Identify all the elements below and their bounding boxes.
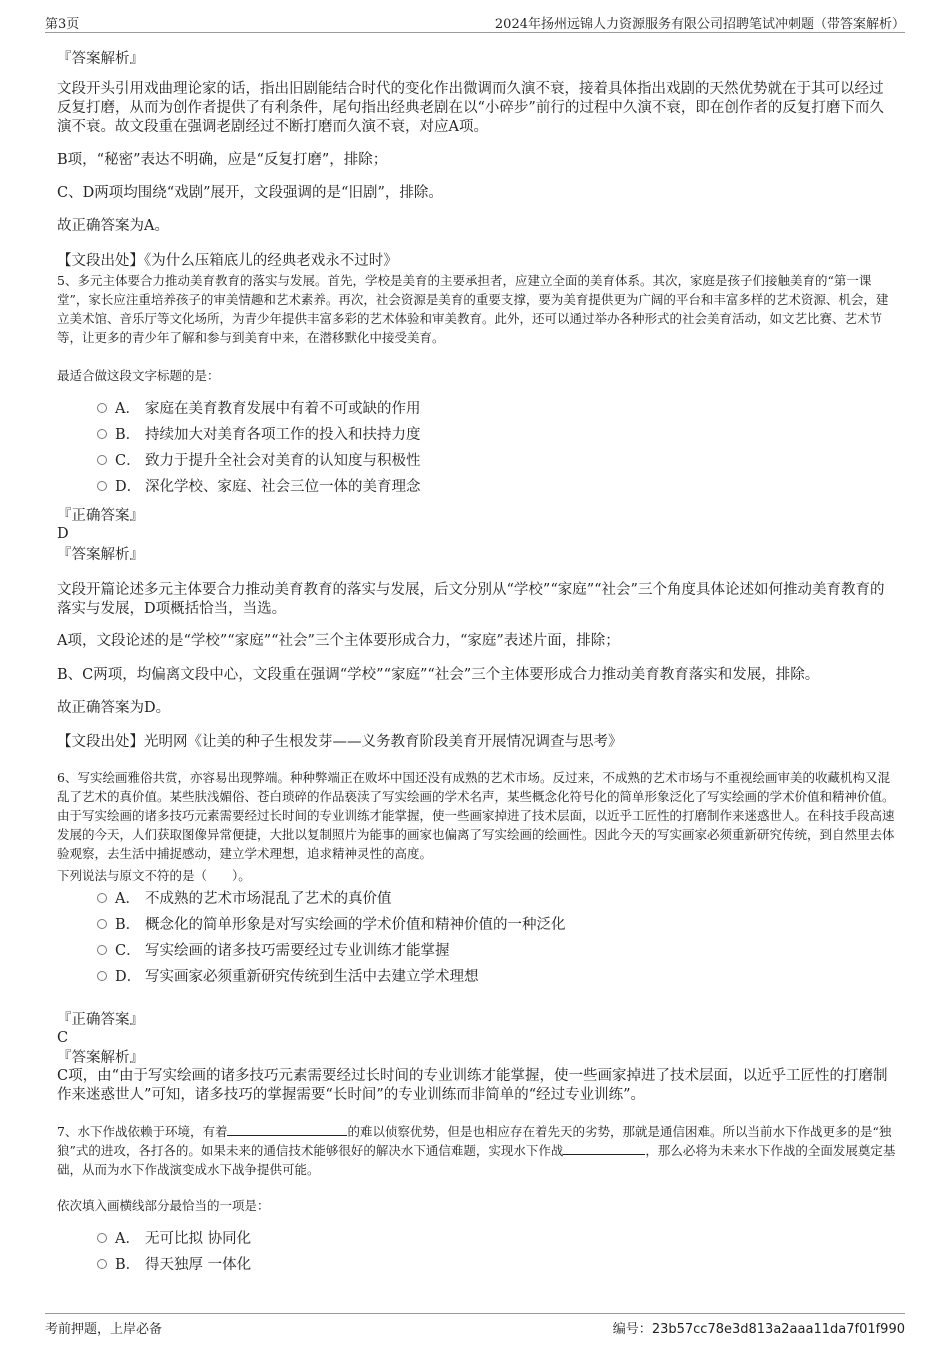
q6-question: 下列说法与原文不符的是（ ）。: [57, 868, 251, 883]
q5-option-d[interactable]: D． 深化学校、家庭、社会三位一体的美育理念: [97, 476, 877, 498]
q6-stem: 6、写实绘画雅俗共赏，亦容易出现弊端。种种弊端正在败坏中国还没有成熟的艺术市场。反过来，不成熟的艺术市场与不重视绘画审美的收藏机构又混乱了艺术的真价值。某些肤浅媚俗、苍白琐碎的作品亵渎了写实绘画的学术名声，某些概念化符号化的简单形象泛化了写实绘画的学术价值和精神价值。由于写实绘画的诸多技巧元素需要经过长时间的专业训练才能掌握，使一些画家掉进了技术层面，以近乎工匠性的打磨制作来迷惑世人。在科技手段高速发展的今天，人们获取图像异常便捷，大批以复制照片为能事的画家也偏离了写实绘画的绘画性。因此今天的写实画家必须重新研究传统，到自然里去体验观察，去生活中捕捉感动，建立学术理想，追求精神灵性的高度。: [57, 770, 895, 861]
q4-analysis-p1: 文段开头引用戏曲理论家的话，指出旧剧能结合时代的变化作出微调而久演不衰，接着具体指出戏剧的天然优势就在于其可以经过反复打磨，从而为创作者提供了有利条件，尾句指出经典老剧在以“小碎步”前行的过程中久演不衰，即在创作者的反复打磨下而久演不衰。故文段重在强调老剧经过不断打磨而久演不衰，对应A项。: [57, 81, 884, 135]
q4-analysis-label: 『答案解析』: [57, 51, 144, 67]
q6-option-d[interactable]: D． 写实画家必须重新研究传统到生活中去建立学术理想: [97, 966, 877, 988]
fill-blank-1[interactable]: [227, 1122, 347, 1136]
q6-analysis-label: 『答案解析』: [57, 1050, 144, 1066]
q5-question: 最适合做这段文字标题的是：: [57, 368, 220, 383]
footer-slogan: 考前押题，上岸必备: [45, 1322, 163, 1337]
q7-question: 依次填入画横线部分最恰当的一项是：: [57, 1198, 270, 1213]
q4-source: 【文段出处】《为什么压箱底儿的经典老戏永不过时》: [57, 253, 398, 269]
radio-icon[interactable]: [97, 1259, 107, 1269]
q6-analysis-p1: C项，由“由于写实绘画的诸多技巧元素需要经过长时间的专业训练才能掌握，使一些画家掉进了技术层面，以近乎工匠性的打磨制作来迷惑世人”可知，诸多技巧的掌握需要“长时间”的专业训练而非简单的“经过专业训练”。: [57, 1068, 888, 1103]
q5-analysis-p2: A项，文段论述的是“学校”“家庭”“社会”三个主体要形成合力，“家庭”表述片面，排除；: [57, 633, 620, 649]
radio-icon[interactable]: [97, 1233, 107, 1243]
page-number: 第3页: [45, 17, 80, 32]
radio-icon[interactable]: [97, 893, 107, 903]
q6-answer-label: 『正确答案』: [57, 1012, 144, 1028]
q6-option-b[interactable]: B． 概念化的简单形象是对写实绘画的学术价值和精神价值的一种泛化: [97, 914, 877, 936]
q6-answer: C: [57, 1030, 69, 1046]
q5-option-a[interactable]: A． 家庭在美育教育发展中有着不可或缺的作用: [97, 398, 877, 420]
radio-icon[interactable]: [97, 455, 107, 465]
q5-option-b[interactable]: B． 持续加大对美育各项工作的投入和扶持力度: [97, 424, 877, 446]
radio-icon[interactable]: [97, 403, 107, 413]
q5-stem: 5、多元主体要合力推动美育教育的落实与发展。首先，学校是美育的主要承担者，应建立全面的美育体系。其次，家庭是孩子们接触美育的“第一课堂”，家长应注重培养孩子的审美情趣和艺术素养。再次，社会资源是美育的重要支撑，要为美育提供更为广阔的平台和丰富多样的艺术资源、机会，建立美术馆、音乐厅等文化场所，为青少年提供丰富多彩的艺术体验和审美教育。此外，还可以通过举办各种形式的社会美育活动，如文艺比赛、艺术节等，让更多的青少年了解和参与到美育中来，在潜移默化中接受美育。: [57, 273, 889, 345]
q6-option-c[interactable]: C． 写实绘画的诸多技巧需要经过专业训练才能掌握: [97, 940, 877, 962]
radio-icon[interactable]: [97, 481, 107, 491]
q5-source: 【文段出处】光明网《让美的种子生根发芽——义务教育阶段美育开展情况调查与思考》: [57, 734, 623, 750]
page-footer: [45, 1313, 905, 1336]
q5-answer: D: [57, 526, 69, 542]
radio-icon[interactable]: [97, 429, 107, 439]
radio-icon[interactable]: [97, 919, 107, 929]
q6-option-a[interactable]: A． 不成熟的艺术市场混乱了艺术的真价值: [97, 888, 877, 910]
radio-icon[interactable]: [97, 945, 107, 955]
q5-analysis-p3: B、C两项，均偏离文段中心，文段重在强调“学校”“家庭”“社会”三个主体要形成合力推动美育教育落实和发展，排除。: [57, 667, 820, 683]
q4-analysis-p3: C、D两项均围绕“戏剧”展开，文段强调的是“旧剧”，排除。: [57, 185, 443, 201]
page-header: [45, 10, 905, 33]
q5-analysis-p1: 文段开篇论述多元主体要合力推动美育教育的落实与发展，后文分别从“学校”“家庭”“社会”三个角度具体论述如何推动美育教育的落实与发展，D项概括恰当，当选。: [57, 582, 885, 617]
radio-icon[interactable]: [97, 971, 107, 981]
q5-analysis-label: 『答案解析』: [57, 547, 144, 563]
fill-blank-2[interactable]: [563, 1141, 645, 1155]
document-title: 2024年扬州远锦人力资源服务有限公司招聘笔试冲刺题（带答案解析）: [494, 17, 905, 32]
q7-stem: 7、水下作战依赖于环境，有着 的难以侦察优势，但是也相应存在着先天的劣势，那就是通信困难。所以当前水下作战更多的是“独狼”式的进攻，各打各的。如果未来的通信技术能够很好的解决水下通信难题，实现水下作战 ，那么必将为未来水下作战的全面发展奠定基础，从而为水下作战演变成水下战争提供可能。: [57, 1124, 896, 1177]
q5-answer-label: 『正确答案』: [57, 508, 144, 524]
document-id: 编号：23b57cc78e3d813a2aaa11da7f01f990: [612, 1322, 905, 1337]
q4-analysis-p2: B项，“秘密”表达不明确，应是“反复打磨”，排除；: [57, 152, 388, 168]
q5-option-c[interactable]: C． 致力于提升全社会对美育的认知度与积极性: [97, 450, 877, 472]
q5-analysis-p4: 故正确答案为D。: [57, 700, 171, 716]
q4-analysis-p4: 故正确答案为A。: [57, 218, 169, 234]
q7-option-b[interactable]: B． 得天独厚 一体化: [97, 1254, 877, 1276]
q7-option-a[interactable]: A． 无可比拟 协同化: [97, 1228, 877, 1250]
